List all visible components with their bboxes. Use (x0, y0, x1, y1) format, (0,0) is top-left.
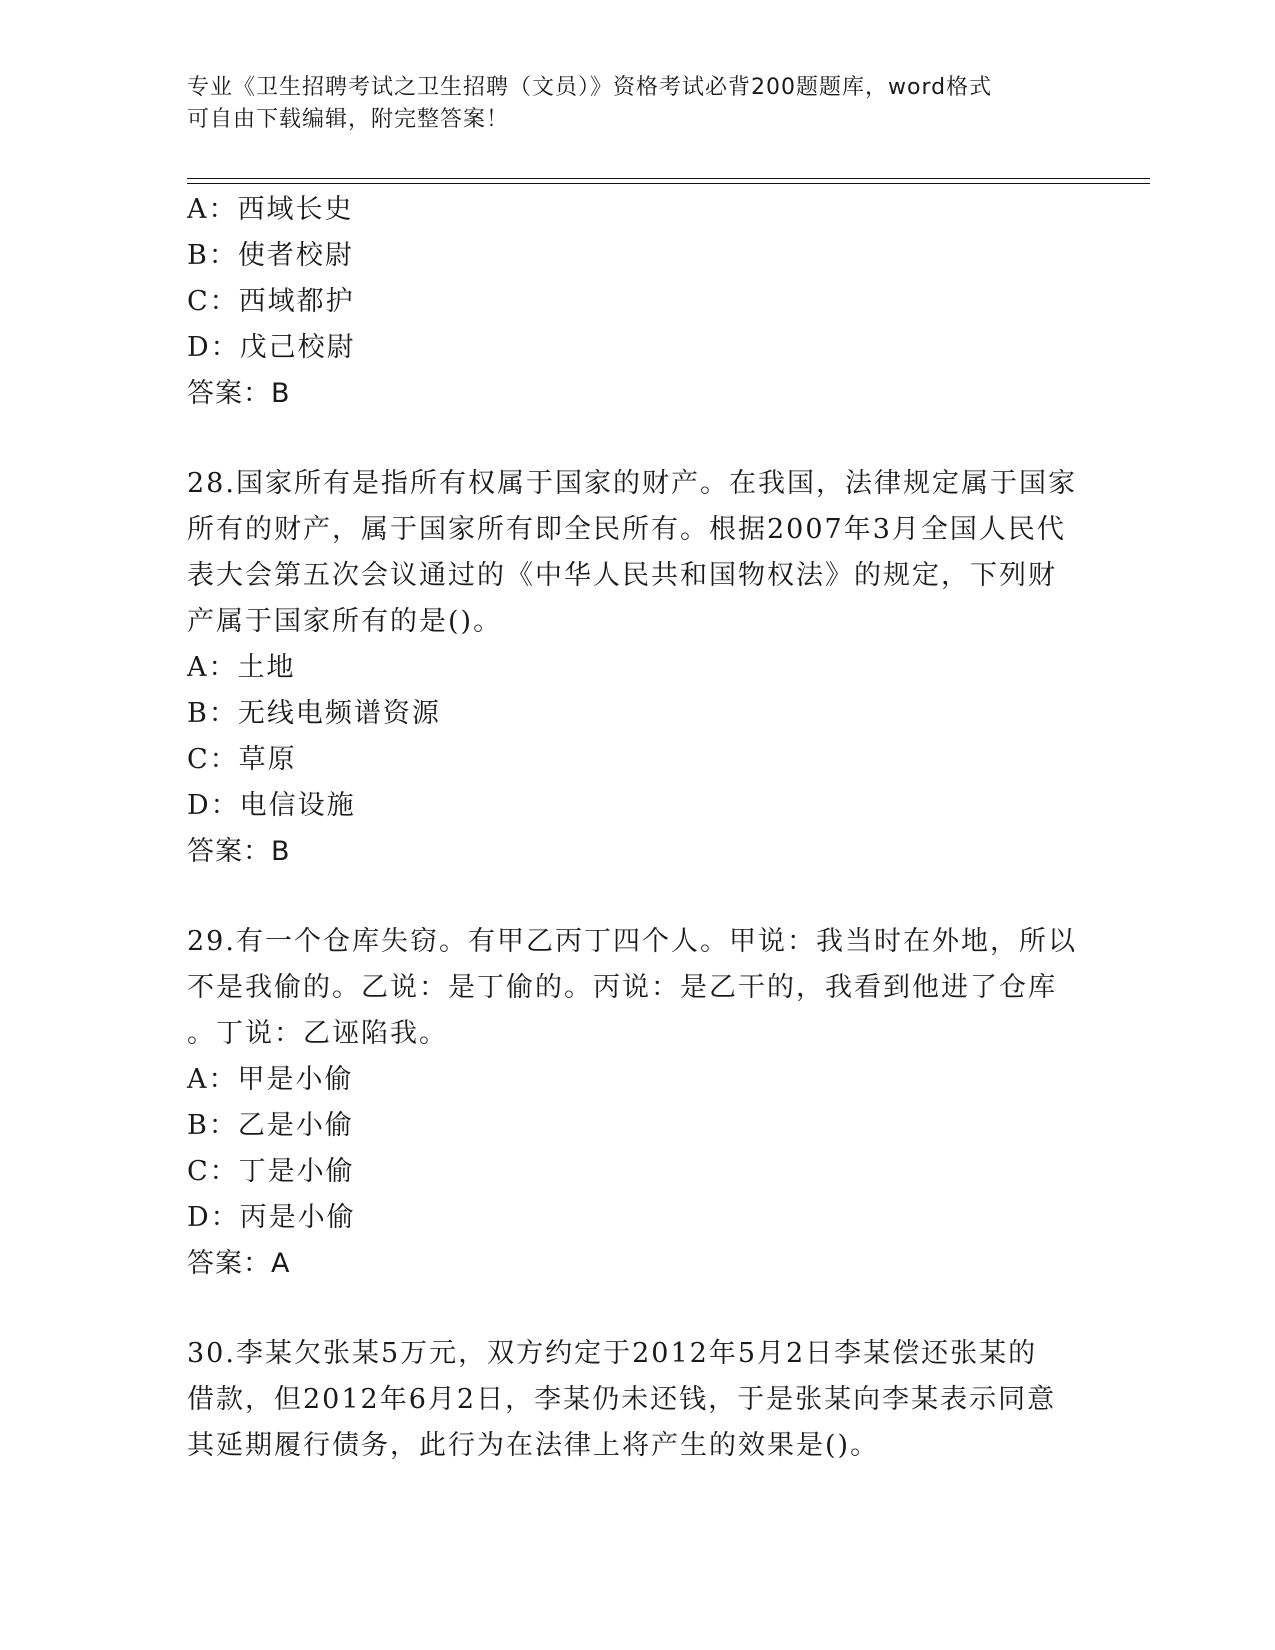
option-b: B：无线电频谱资源 (187, 698, 441, 729)
question-stem-line: 表大会第五次会议通过的《中华人民共和国物权法》的规定，下列财 (187, 560, 1057, 591)
question-stem-line: 29.有一个仓库失窃。有甲乙丙丁四个人。甲说：我当时在外地，所以 (187, 926, 1077, 957)
option-c: C：西域都护 (187, 286, 355, 317)
question-27 (187, 187, 1077, 417)
option-c: C：草原 (187, 744, 297, 775)
answer-line: 答案：B (187, 378, 291, 409)
question-stem-line: 其延期履行债务，此行为在法律上将产生的效果是()。 (187, 1430, 880, 1461)
option-a: A：甲是小偷 (187, 1064, 354, 1095)
answer-line: 答案：A (187, 1248, 291, 1279)
question-stem-line: 产属于国家所有的是()。 (187, 606, 503, 637)
question-stem-line: 30.李某欠张某5万元，双方约定于2012年5月2日李某偿还张某的 (187, 1338, 1038, 1369)
header-divider-top (187, 178, 1150, 179)
document-body (187, 187, 1077, 1469)
question-29 (187, 919, 1077, 1287)
answer-line: 答案：B (187, 836, 291, 867)
question-28 (187, 461, 1077, 875)
header-title-line-2: 可自由下载编辑，附完整答案！ (187, 107, 510, 132)
question-stem-line: 借款，但2012年6月2日，李某仍未还钱，于是张某向李某表示同意 (187, 1384, 1057, 1415)
option-a: A：土地 (187, 652, 296, 683)
spacer (187, 1287, 1077, 1331)
option-d: D：电信设施 (187, 790, 356, 821)
header-divider-bottom (187, 183, 1150, 184)
option-d: D：丙是小偷 (187, 1202, 356, 1233)
option-c: C：丁是小偷 (187, 1156, 355, 1187)
document-header (187, 72, 1067, 136)
header-title-line-1: 专业《卫生招聘考试之卫生招聘（文员）》资格考试必背200题题库，word格式 (187, 75, 993, 100)
option-a: A：西域长史 (187, 194, 354, 225)
question-stem-line: 。丁说：乙诬陷我。 (187, 1018, 448, 1049)
question-stem-line: 所有的财产，属于国家所有即全民所有。根据2007年3月全国人民代 (187, 514, 1066, 545)
spacer (187, 417, 1077, 461)
spacer (187, 875, 1077, 919)
question-30 (187, 1331, 1077, 1469)
option-b: B：乙是小偷 (187, 1110, 354, 1141)
option-d: D：戊己校尉 (187, 332, 356, 363)
question-stem-line: 28.国家所有是指所有权属于国家的财产。在我国，法律规定属于国家 (187, 468, 1077, 499)
question-stem-line: 不是我偷的。乙说：是丁偷的。丙说：是乙干的，我看到他进了仓库 (187, 972, 1057, 1003)
option-b: B：使者校尉 (187, 240, 354, 271)
